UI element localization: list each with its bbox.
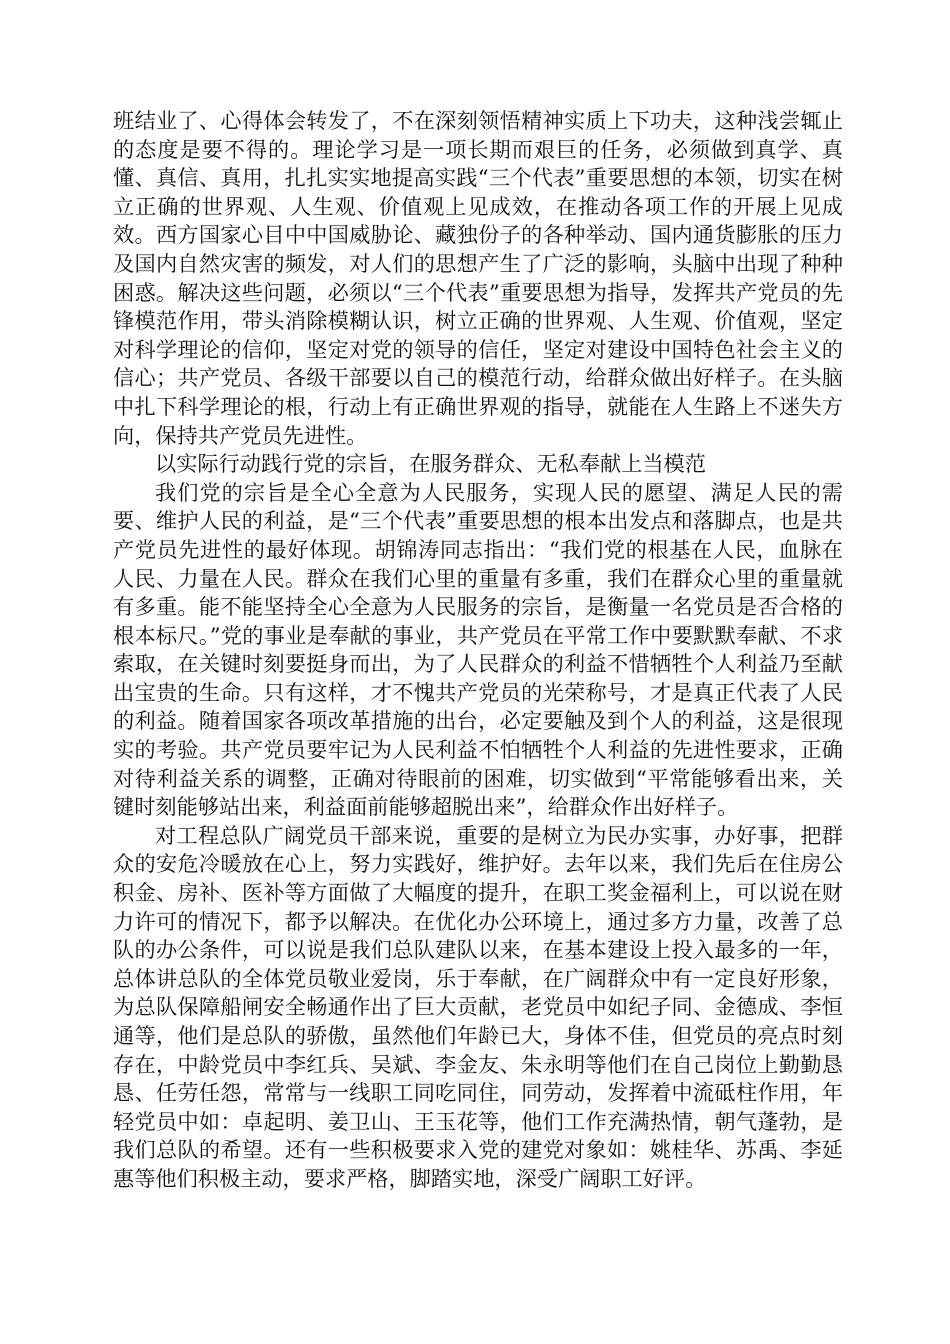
section-heading: 以实际行动践行党的宗旨，在服务群众、无私奉献上当模范 [155,451,706,477]
paragraph-continuation: 班结业了、心得体会转发了，不在深刻领悟精神实质上下功夫，这种浅尝辄止的态度是要不得的。理论学习是一项长期而艰巨的任务，必须做到真学、真懂、真信、真用，扎扎实实地提高实践“三个代表”重要思想的本领，切实在树立正确的世界观、人生观、价值观上见成效，在推动各项工作的开展上见成效。西方国家心目中中国威胁论、藏独份子的各种举动、国内通货膨胀的压力及国内自然灾害的频发，对人们的思想产生了广泛的影响，头脑中出现了种种困惑。解决这些问题，必须以“三个代表”重要思想为指导，发挥共产党员的先锋模范作用，带头消除模糊认识，树立正确的世界观、人生观、价值观，坚定对科学理论的信仰，坚定对党的领导的信任，坚定对建设中国特色社会主义的信心；共产党员、各级干部要以自己的模范行动，给群众做出好样子。在头脑中扎下科学理论的根，行动上有正确世界观的指导，就能在人生路上不迷失方向，保持共产党员先进性。 [113,108,843,448]
paragraph-party-purpose: 我们党的宗旨是全心全意为人民服务，实现人民的愿望、满足人民的需要、维护人民的利益，是“三个代表”重要思想的根本出发点和落脚点，也是共产党员先进性的最好体现。胡锦涛同志指出：“我们党的根基在人民，血脉在人民、力量在人民。群众在我们心里的重量有多重，我们在群众心里的重量就有多重。能不能坚持全心全意为人民服务的宗旨，是衡量一名党员是否合格的根本标尺。”党的事业是奉献的事业，共产党员在平常工作中要默默奉献、不求索取，在关键时刻要挺身而出，为了人民群众的利益不惜牺牲个人利益乃至献出宝贵的生命。只有这样，才不愧共产党员的光荣称号，才是真正代表了人民的利益。随着国家各项改革措施的出台，必定要触及到个人的利益，这是很现实的考验。共产党员要牢记为人民利益不怕牺牲个人利益的先进性要求，正确对待利益关系的调整，正确对待眼前的困难，切实做到“平常能够看出来，关键时刻能够站出来，利益面前能够超脱出来”，给群众作出好样子。 [113,479,843,820]
paragraph-engineering-team: 对工程总队广阔党员干部来说，重要的是树立为民办实事，办好事，把群众的安危冷暖放在心上，努力实践好，维护好。去年以来，我们先后在住房公积金、房补、医补等方面做了大幅度的提升，在职工奖金福利上，可以说在财力许可的情况下，都予以解决。在优化办公环境上，通过多方力量，改善了总队的办公条件，可以说是我们总队建队以来，在基本建设上投入最多的一年，总体讲总队的全体党员敬业爱岗，乐于奉献，在广阔群众中有一定良好形象，为总队保障船闸安全畅通作出了巨大贡献，老党员中如纪子同、金德成、李恒通等，他们是总队的骄傲，虽然他们年龄已大，身体不佳，但党员的亮点时刻存在，中龄党员中李红兵、吴斌、李金友、朱永明等他们在自己岗位上勤勤恳恳、任劳任怨，常常与一线职工同吃同住，同劳动，发挥着中流砥柱作用，年轻党员中如：卓起明、姜卫山、王玉花等，他们工作充满热情，朝气蓬勃，是我们总队的希望。还有一些积极要求入党的建党对象如：姚桂华、苏禹、李延惠等他们积极主动，要求严格，脚踏实地，深受广阔职工好评。 [113,822,843,1191]
document-body [113,107,843,1194]
